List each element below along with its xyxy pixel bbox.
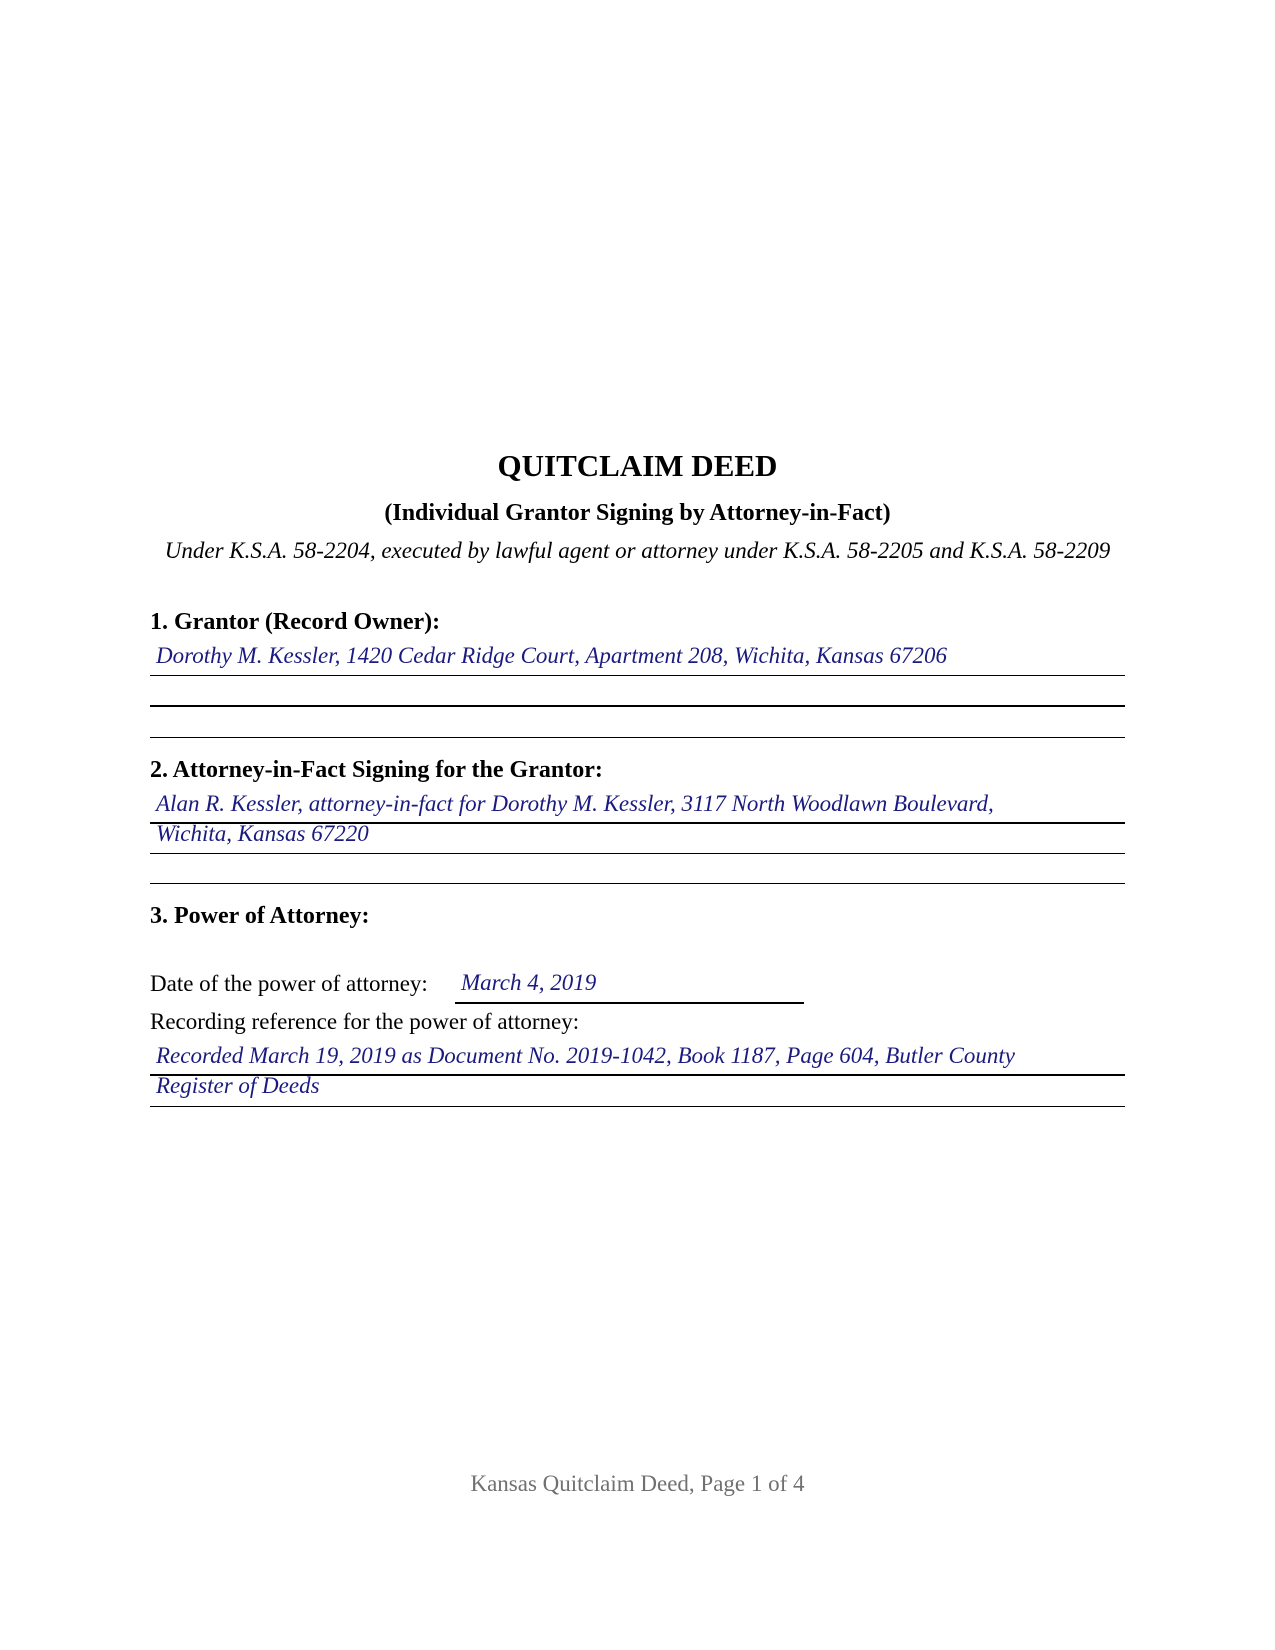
page-footer: Kansas Quitclaim Deed, Page 1 of 4 (470, 1471, 805, 1496)
attorney-line-3 (150, 883, 1125, 884)
poa-date-label: Date of the power of attorney: (150, 971, 428, 996)
statute-note: Under K.S.A. 58-2204, executed by lawful agent or attorney under K.S.A. 58-2205 and K.S.A. 58-2209 (164, 538, 1111, 563)
attorney-field-value-line-1[interactable]: Alan R. Kessler, attorney-in-fact for Dorothy M. Kessler, 3117 North Woodlawn Boulevard, (156, 791, 994, 816)
poa-date-line (455, 1002, 804, 1004)
document-subtitle: (Individual Grantor Signing by Attorney-in-Fact) (384, 500, 891, 526)
section-grantor-heading: 1. Grantor (Record Owner): (150, 609, 441, 635)
poa-recording-field-value-line-1[interactable]: Recorded March 19, 2019 as Document No. 2019-1042, Book 1187, Page 604, Butler County (156, 1043, 1015, 1068)
poa-recording-label: Recording reference for the power of attorney: (150, 1009, 580, 1034)
document-title: QUITCLAIM DEED (497, 448, 778, 483)
poa-recording-field-value-line-2[interactable]: Register of Deeds (156, 1073, 320, 1098)
grantor-line-2 (150, 705, 1125, 707)
section-power-of-attorney-heading: 3. Power of Attorney: (150, 903, 370, 929)
attorney-field-value-line-2[interactable]: Wichita, Kansas 67220 (156, 821, 369, 846)
section-attorney-heading: 2. Attorney-in-Fact Signing for the Grantor: (150, 757, 603, 783)
poa-date-field-value[interactable]: March 4, 2019 (461, 970, 597, 995)
poa-recording-line-2 (150, 1106, 1125, 1107)
grantor-line-1 (150, 675, 1125, 676)
grantor-line-3 (150, 737, 1125, 738)
grantor-field-value[interactable]: Dorothy M. Kessler, 1420 Cedar Ridge Court, Apartment 208, Wichita, Kansas 67206 (156, 643, 947, 668)
attorney-line-2 (150, 853, 1125, 854)
